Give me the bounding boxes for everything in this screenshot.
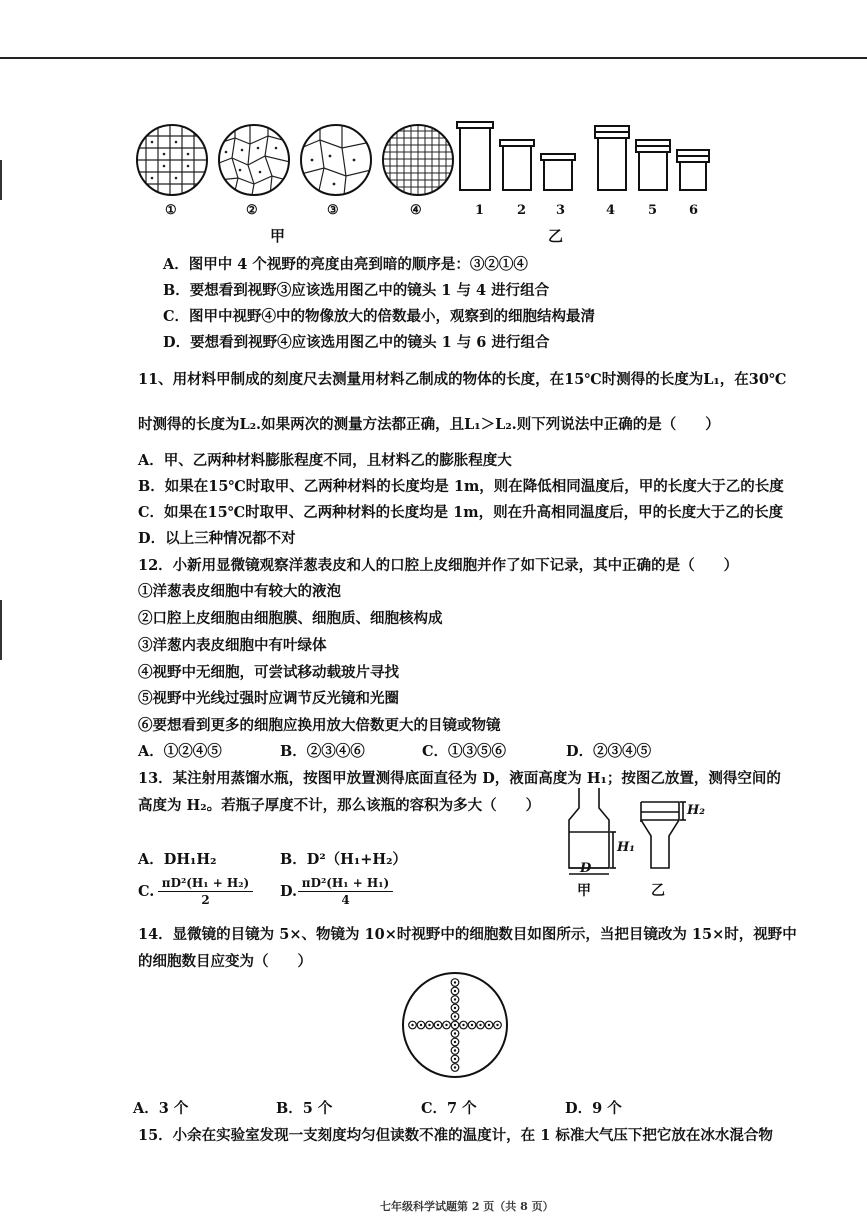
q13-option-c-fraction [158,876,253,907]
q12-option-b: B．②③④⑥ [280,743,365,760]
q13-fig-h2-label: H₂ [687,803,705,818]
cell-icon [451,1004,459,1012]
cell-icon [451,1055,459,1063]
page-top-border [0,57,867,59]
q13-option-d-numerator: πD²(H₁ + H₁) [301,876,390,890]
q12-item-5: ⑤视野中光线过强时应调节反光镜和光圈 [138,690,399,707]
q11-stem-line2: 时测得的长度为L₂.如果两次的测量方法都正确，且L₁＞L₂.则下列说法中正确的是（ ） [138,416,720,433]
q13-option-c-label: C. [138,883,155,900]
q14-stem-line2: 的细胞数目应变为（ ） [138,953,312,970]
cell-icon [451,987,459,995]
cell-icon [409,1021,417,1029]
lens-label-1: 1 [475,203,485,218]
page-footer: 七年级科学试题第 2 页（共 8 页） [380,1200,554,1213]
cell-icon [451,1064,459,1072]
cell-icon [485,1021,493,1029]
q13-stem-line1: 13．某注射用蒸馏水瓶，按图甲放置测得底面直径为 D，液面高度为 H₁；按图乙放置，测得空间的 [138,770,781,787]
q11-option-d: D．以上三种情况都不对 [138,530,296,547]
lens-label-2: 2 [517,203,527,218]
q14-option-b: B．5 个 [276,1100,333,1117]
circle-label-1: ① [165,203,177,218]
q12-option-c: C．①③⑤⑥ [422,743,507,760]
q12-item-3: ③洋葱内表皮细胞中有叶绿体 [138,637,327,654]
cell-icon [451,1047,459,1055]
lenses [457,122,709,190]
q13-option-b: B．D²（H₁+H₂） [280,851,407,868]
circle-label-2: ② [246,203,258,218]
q13-option-a: A．DH₁H₂ [138,851,217,868]
q13-stem-line2: 高度为 H₂。若瓶子厚度不计，那么该瓶的容积为多大（ ） [138,797,541,814]
field-of-view-circle [400,970,510,1080]
q13-fig-yi-label: 乙 [651,883,665,899]
cell-icon [451,1038,459,1046]
cell-icon [451,1013,459,1021]
q14-stem-line1: 14．显微镜的目镜为 5×、物镜为 10×时视野中的细胞数目如图所示，当把目镜改为 15×时，视野中 [138,926,797,943]
q13-fig-d-label: D [580,861,592,876]
q10-option-a: A．图甲中 4 个视野的亮度由亮到暗的顺序是：③②①④ [163,256,528,273]
q14-option-a: A．3 个 [133,1100,189,1117]
q12-item-4: ④视野中无细胞，可尝试移动载玻片寻找 [138,664,399,681]
fraction-bar [158,891,253,892]
cell-icon [417,1021,425,1029]
figure-microscope-fields-and-lenses [130,118,730,248]
q13-fig-jia-label: 甲 [577,883,591,899]
q12-item-2: ②口腔上皮细胞由细胞膜、细胞质、细胞核构成 [138,610,443,627]
q13-option-d-label: D. [280,883,298,900]
q12-option-d: D．②③④⑤ [566,743,652,760]
left-edge-mark [0,600,2,660]
cell-icon [477,1021,485,1029]
q13-option-c-denominator: 2 [201,893,210,907]
q12-item-6: ⑥要想看到更多的细胞应换用放大倍数更大的目镜或物镜 [138,717,501,734]
left-edge-mark [0,160,2,200]
q11-option-c: C．如果在15℃时取甲、乙两种材料的长度均是 1m，则在升高相同温度后，甲的长度大于乙的长度 [138,504,784,521]
q14-option-d: D．9 个 [565,1100,622,1117]
cell-icon [468,1021,476,1029]
q10-option-c: C．图甲中视野④中的物像放大的倍数最小，观察到的细胞结构最清 [163,308,596,325]
cell-icon [451,1030,459,1038]
q13-option-c-numerator: πD²(H₁ + H₂) [161,876,250,890]
q15-stem: 15．小余在实验室发现一支刻度均匀但读数不准的温度计，在 1 标准大气压下把它放在冰水混合物 [138,1127,773,1144]
figure-label-yi: 乙 [548,227,564,245]
cell-icon [451,979,459,987]
microscope-figure [130,118,730,248]
q12-option-a: A．①②④⑤ [138,743,222,760]
q13-option-d-denominator: 4 [341,893,350,907]
q14-option-c: C．7 个 [421,1100,477,1117]
cell-icon [434,1021,442,1029]
figure-label-jia: 甲 [270,227,286,245]
circle-label-3: ③ [327,203,339,218]
lens-label-6: 6 [689,203,699,218]
q10-option-b: B．要想看到视野③应该选用图乙中的镜头 1 与 4 进行组合 [163,282,550,299]
cell-icon [451,996,459,1004]
cell-icon [460,1021,468,1029]
circle-label-4: ④ [410,203,422,218]
cell-icon [426,1021,434,1029]
lens-label-3: 3 [556,203,566,218]
q13-option-d-fraction [298,876,393,907]
q11-option-b: B．如果在15℃时取甲、乙两种材料的长度均是 1m，则在降低相同温度后，甲的长度大于乙的长度 [138,478,784,495]
q11-option-a: A．甲、乙两种材料膨胀程度不同，且材料乙的膨胀程度大 [138,452,512,469]
fraction-bar [298,891,393,892]
cell-icon [494,1021,502,1029]
q10-option-d: D．要想看到视野④应该选用图乙中的镜头 1 与 6 进行组合 [163,334,550,351]
q12-item-1: ①洋葱表皮细胞中有较大的液泡 [138,583,341,600]
cell-icon [451,1021,459,1029]
q13-fig-h1-label: H₁ [617,840,635,855]
cell-icon [443,1021,451,1029]
q14-field-of-view-figure [400,970,510,1080]
q12-stem: 12．小新用显微镜观察洋葱表皮和人的口腔上皮细胞并作了如下记录，其中正确的是（ ） [138,557,739,574]
lens-label-5: 5 [648,203,658,218]
q11-stem-line1: 11、用材料甲制成的刻度尺去测量用材料乙制成的物体的长度，在15℃时测得的长度为L₁，在30℃ [138,371,787,388]
lens-label-4: 4 [606,203,616,218]
